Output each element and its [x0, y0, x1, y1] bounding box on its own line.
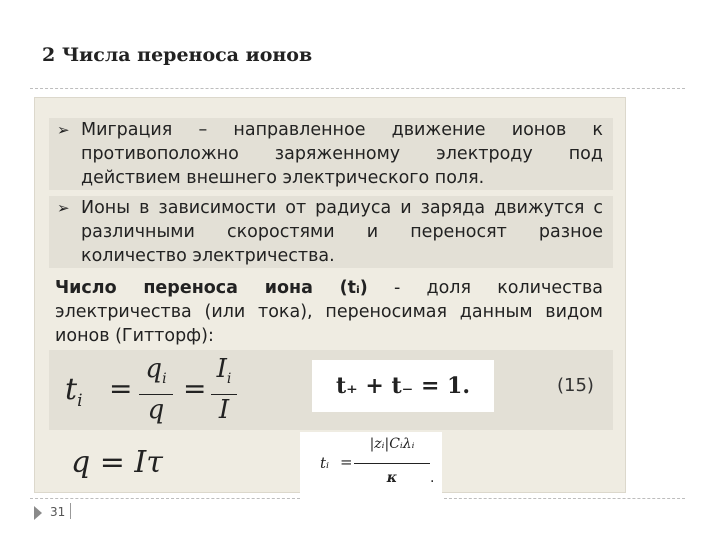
equation-number: (15) — [557, 375, 594, 396]
footer-divider — [444, 498, 685, 499]
bullet-item — [49, 196, 613, 268]
footer-divider — [30, 498, 300, 499]
page-number: 31 — [50, 505, 66, 519]
fraction-current: $I_i$ I — [211, 354, 237, 425]
definition-term: Число переноса иона (tᵢ) — [55, 278, 368, 298]
bullet-text: Ионы в зависимости от радиуса и заряда движутся с различными скоростями и переносят разное количество электричества. — [81, 198, 603, 266]
bullet-arrow-icon: ➢ — [57, 121, 70, 139]
ti-symbol: $t_i$ — [65, 372, 83, 411]
title-divider — [30, 88, 685, 89]
page-number-separator — [70, 503, 71, 519]
transfer-number-formula-row — [49, 350, 613, 430]
charge-formula: q = Iτ — [71, 445, 163, 480]
bullet-text: Миграция – направленное движение ионов к противоположно заряженному электроду под действием внешнего электрического поля. — [81, 120, 603, 188]
definition-text: - доля количества электричества (или тока), переносимая данным видом ионов (Гитторф): — [55, 278, 603, 346]
bullet-arrow-icon: ➢ — [57, 199, 70, 217]
transfer-number-conductivity-formula: tᵢ = |zᵢ|Cᵢλᵢ κ . — [300, 432, 442, 498]
equals-sign: = — [183, 372, 207, 405]
slide-title: 2 Числа переноса ионов — [42, 44, 313, 66]
transfer-sum-formula: t₊ + t₋ = 1. — [312, 360, 494, 412]
footer-triangle-icon — [34, 506, 42, 520]
bullet-item — [49, 118, 613, 190]
definition-paragraph — [49, 276, 613, 348]
fraction-q: $q_i$ q — [139, 354, 173, 425]
equals-sign: = — [109, 372, 133, 405]
